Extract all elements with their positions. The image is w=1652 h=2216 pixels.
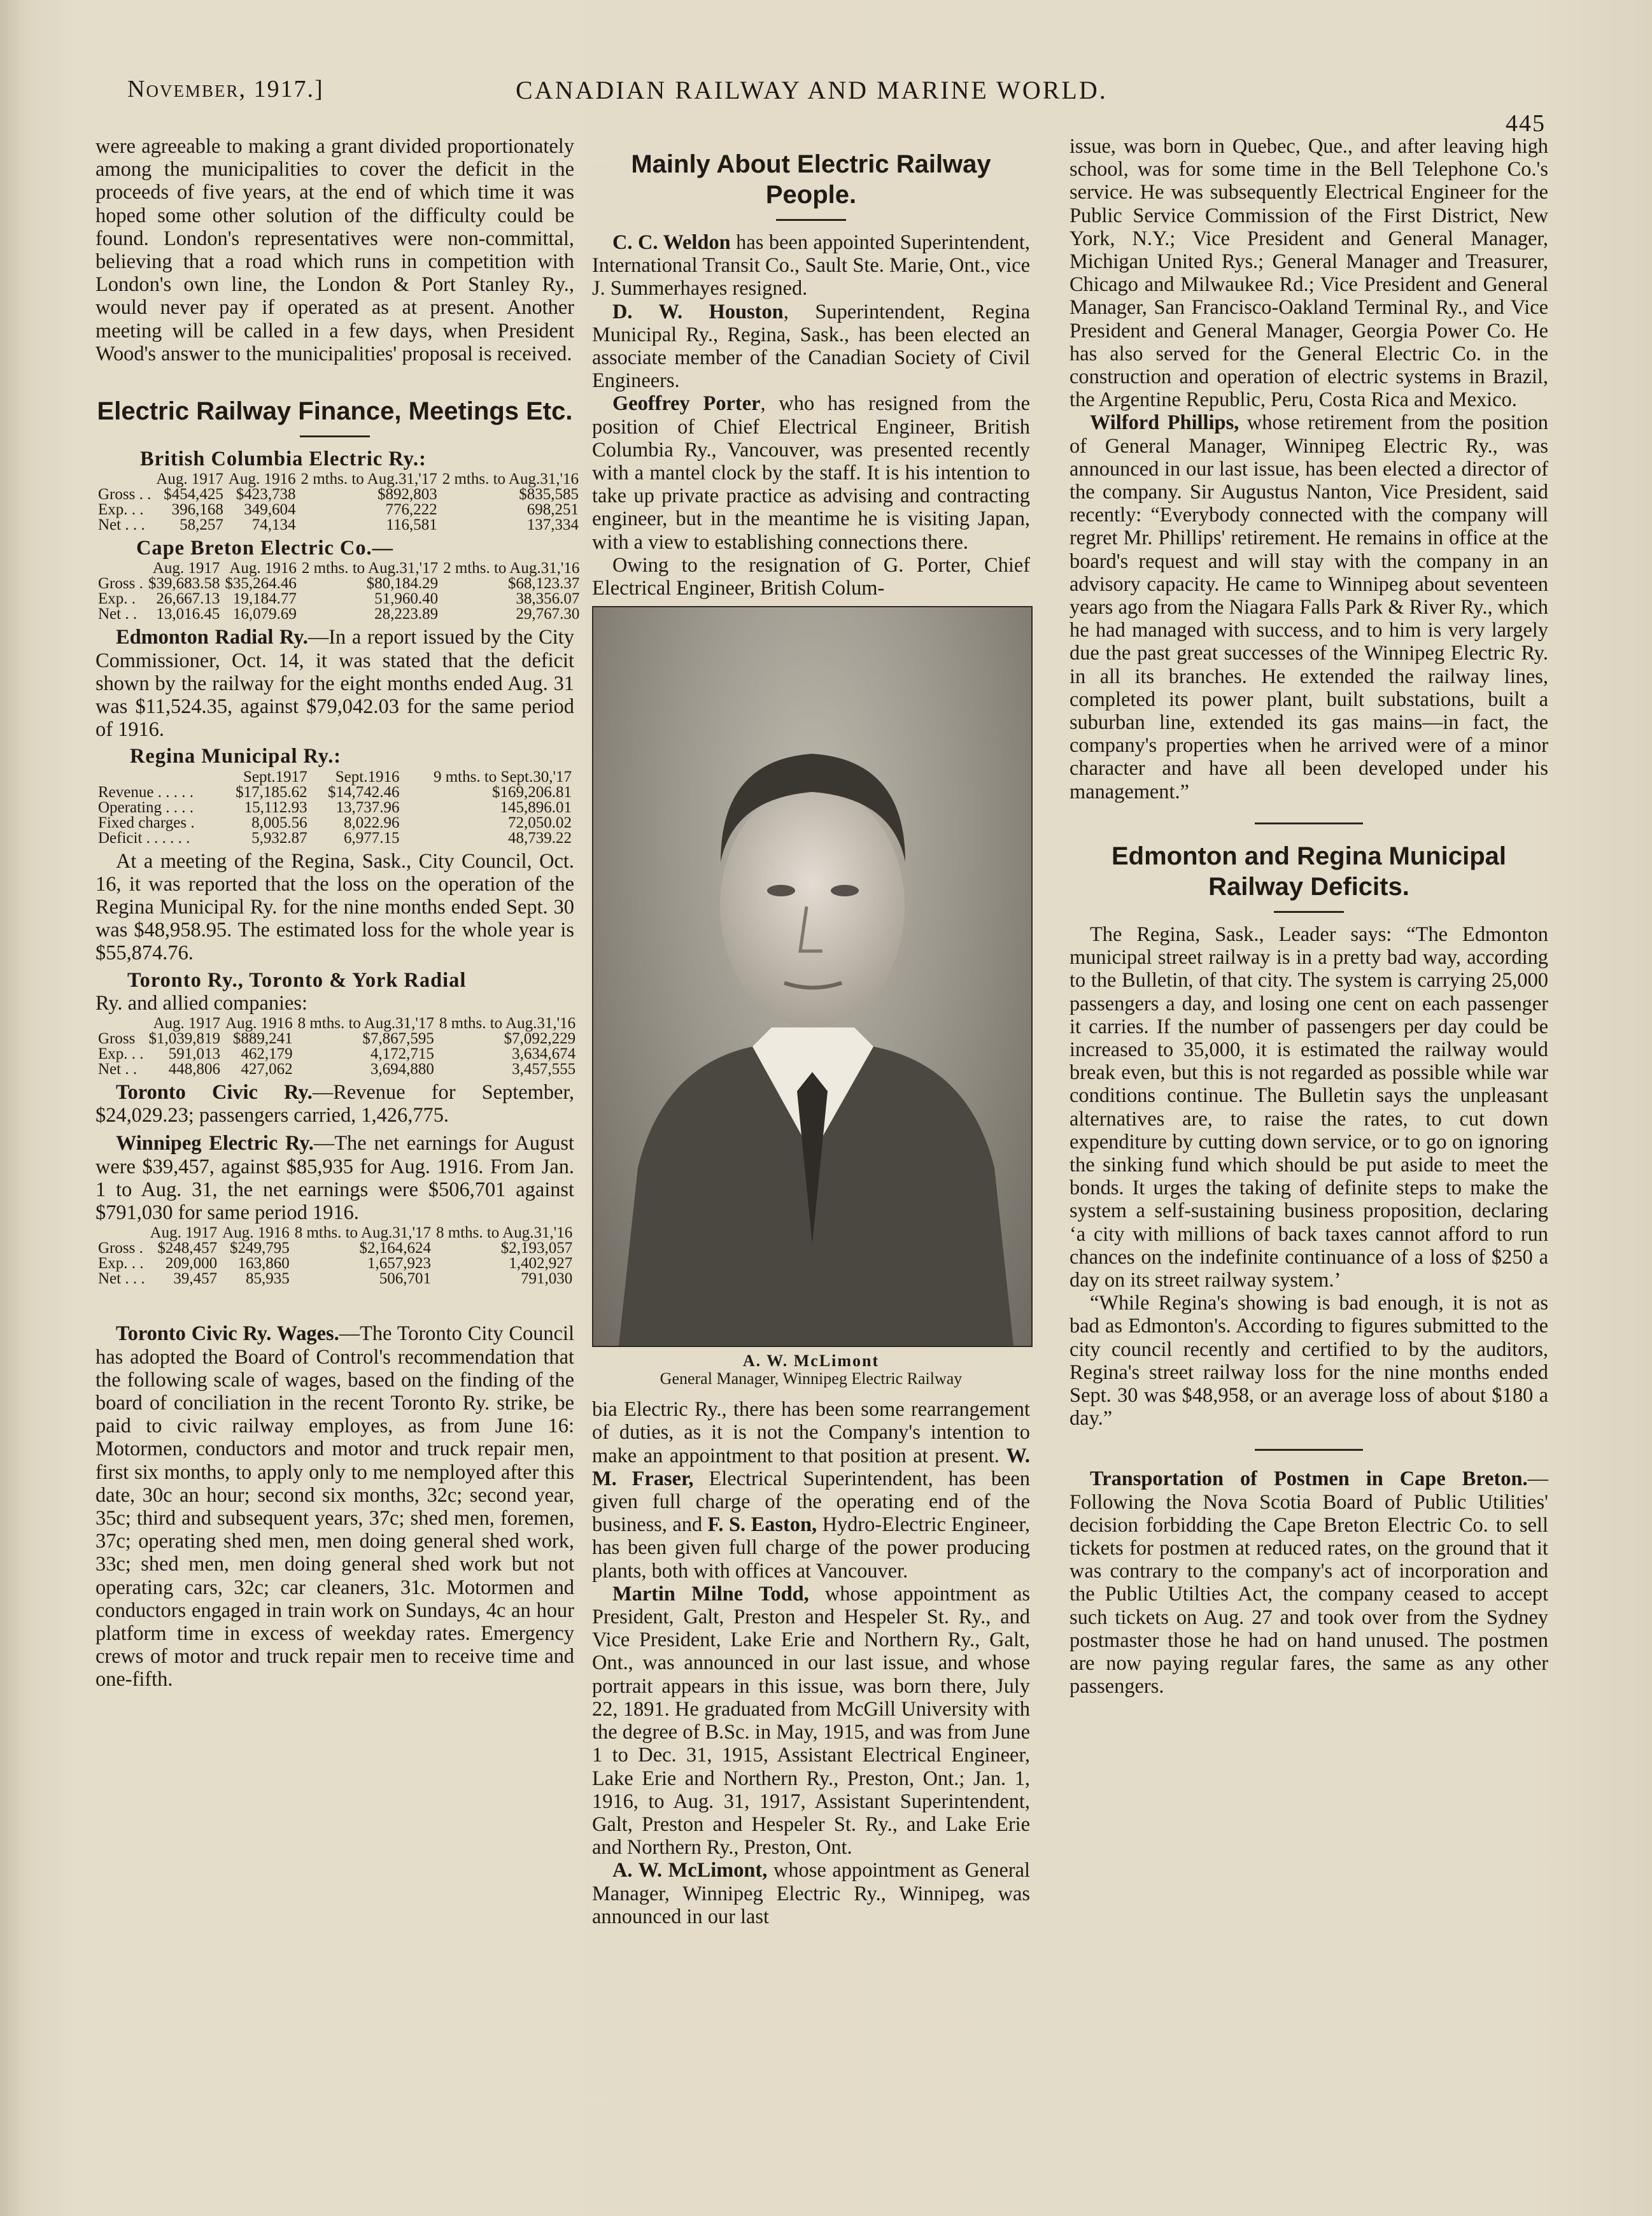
row-label: Gross . .: [98, 486, 152, 504]
leader-paragraph: The Regina, Sask., Leader says: “The Edmonton municipal street railway is in a pretty bad way, according to the Bulletin, of that city. The system is carrying 25,000 passengers a day, and losing one cent on each passenger it carries. If the number of passengers per day could be increased to 35,000, it is estimated the railway would break even, but this is not regarded as possible while war conditions continue. The Bulletin says the unpleasant alternatives are, to raise the rates, to cut down expenditure by cutting down service, or to go on ignoring the sinking fund which should be put aside to meet the bonds. It urges the taking of definite steps to make the system a self-sustaining business proposition, declaring ‘a city with millions of back taxes cannot afford to run chances on the indefinite continuance of a loss of $250 a day on its street railway system.’: [1070, 922, 1548, 1292]
table-row: [95, 815, 574, 831]
table-cell: $248,457: [157, 1239, 218, 1257]
table-header-cell: 8 mths. to Aug.31,'16: [435, 1224, 573, 1242]
wages-title: Toronto Civic Ry. Wages.: [116, 1322, 339, 1346]
table-cell: 3,694,880: [370, 1061, 434, 1078]
table-header-cell: Aug. 1917: [153, 1015, 221, 1033]
table-cell: 39,457: [173, 1270, 218, 1288]
table-header-cell: [95, 472, 153, 487]
table-cell: $2,193,057: [500, 1239, 573, 1257]
table-cell: 427,062: [241, 1061, 293, 1078]
table-cell: 28,223.89: [374, 605, 439, 623]
caption-name: A. W. McLimont: [742, 1351, 880, 1371]
table-row: [95, 1062, 578, 1077]
table-header-cell: 2 mths. to Aug.31,'17: [300, 470, 437, 488]
table-header-cell: Aug. 1916: [229, 560, 297, 577]
row-label: Exp. . .: [98, 1045, 144, 1063]
table-cell: 5,932.87: [251, 829, 307, 847]
table-header-row: [95, 1016, 578, 1031]
bc-title: British Columbia Electric Ry.:: [140, 448, 427, 471]
regina-showing-paragraph: “While Regina's showing is bad enough, it is not as bad as Edmonton's. According to figures submitted to the city council recently and certified to by the auditors, Regina's street railway loss for the nine months ended Sept. 30 was $48,958, or an average loss of about $180 a day.”: [1070, 1292, 1548, 1430]
caption-title: General Manager, Winnipeg Electric Railway: [660, 1369, 963, 1388]
duties-paragraph: bia Electric Ry., there has been some rearrangement of duties, as it is not the Company's intention to make an appointment to that position at present. W. M. Fraser, Electrical Superintendent, has been given full charge of the operating end of the business, and F. S. Easton, Hydro-Electric Engineer, has been given full charge of the power producing plants, both with offices at Vancouver.: [592, 1398, 1031, 1583]
table-cell: 8,005.56: [251, 814, 307, 831]
table-header-cell: Sept.1916: [335, 768, 400, 786]
table-cell: 19,184.77: [232, 590, 297, 608]
table-header-cell: Aug. 1917: [156, 470, 223, 488]
table-header-cell: Aug. 1917: [152, 560, 220, 577]
table-cell: 1,402,927: [509, 1255, 573, 1273]
table-cell: 13,016.45: [156, 605, 220, 623]
toronto-subtitle: Ry. and allied companies:: [95, 991, 308, 1015]
table-row: [95, 518, 581, 533]
table-row: [95, 487, 581, 502]
table-cell: 591,013: [168, 1045, 221, 1063]
table-header-cell: Aug. 1916: [228, 470, 296, 488]
row-label: Gross .: [98, 575, 143, 593]
table-header-cell: Aug. 1916: [222, 1224, 290, 1242]
table-cell: 349,604: [244, 501, 296, 519]
row-label: Net . . .: [98, 1270, 145, 1288]
row-label: Gross .: [98, 1239, 143, 1257]
porter-paragraph: Geoffrey Porter, who has resigned from the position of Chief Electrical Engineer, British Columbia Ry., Vancouver, was presented recently with a mantel clock by the staff. It is his intention to take up private practice as advising and contracting engineer, but in the meantime he is visiting Japan, with a view to establishing connections there.: [592, 392, 1030, 554]
table-row: [95, 800, 574, 815]
postmen-paragraph: Transportation of Postmen in Cape Breton.—Following the Nova Scotia Board of Public Utilities' decision forbidding the Cape Breton Electric Co. to sell tickets for postmen at reduced rates, on the ground that it was contrary to the company's act of incorporation and the Public Utilties Act, the company ceased to accept such tickets on Aug. 27 and took over from the Sydney postmaster those he had on hand unused. The postmen are now paying regular fares, the same as any other passengers.: [1070, 1467, 1548, 1698]
heading-rule: [1274, 911, 1344, 913]
table-row: [95, 1031, 578, 1047]
table-cell: $68,123.37: [507, 575, 580, 593]
intro-paragraph: were agreeable to making a grant divided proportionately among the municipalities to cover the deficit in the proceeds of five years, at the end of which time it was hoped some other solution of the difficulty could be found. London's representatives were non-committal, believing that a road which runs in competition with London's own line, the London & Port Stanley Ry., would never pay if operated as at present. Another meeting will be called in a few days, when President Wood's answer to the municipalities' proposal is received.: [95, 135, 574, 365]
table-cell: $889,241: [232, 1030, 293, 1048]
finance-heading: Electric Railway Finance, Meetings Etc.: [97, 397, 573, 426]
table-cell: $14,742.46: [327, 783, 400, 801]
table-cell: $423,738: [236, 486, 296, 504]
table-row: [95, 831, 574, 846]
edmonton-title: Edmonton Radial Ry.: [116, 626, 308, 649]
mclimont-paragraph: A. W. McLimont, whose appointment as General Manager, Winnipeg Electric Ry., Winnipeg, was announced in our last: [592, 1859, 1030, 1928]
row-label: Operating . . . .: [98, 798, 194, 816]
table-cell: 506,701: [379, 1270, 431, 1288]
deficits-heading: Edmonton and Regina Municipal Railway Deficits.: [1112, 842, 1506, 901]
table-cell: $892,803: [377, 486, 437, 504]
portrait-photo: [592, 606, 1033, 1347]
table-cell: $7,867,595: [362, 1030, 434, 1048]
table-header-row: [95, 1225, 575, 1241]
table-row: [95, 1047, 578, 1062]
cb-title: Cape Breton Electric Co.—: [136, 537, 394, 560]
weldon-paragraph: C. C. Weldon has been appointed Superintendent, International Transit Co., Sault Ste. Marie, Ont., vice J. Summerhayes resigned.: [592, 231, 1031, 300]
bc-table: [95, 472, 581, 533]
table-header-cell: 8 mths. to Aug.31,'17: [297, 1015, 434, 1033]
table-row: [95, 591, 582, 607]
table-cell: 698,251: [526, 501, 579, 519]
table-header-cell: 8 mths. to Aug.31,'17: [294, 1224, 431, 1242]
table-cell: 3,634,674: [512, 1045, 576, 1063]
table-row: [95, 607, 582, 622]
table-cell: 163,860: [237, 1255, 290, 1273]
toronto-civic-title: Toronto Civic Ry.: [116, 1081, 313, 1104]
column-middle: [592, 135, 1030, 1928]
heading-rule: [776, 219, 846, 221]
table-cell: 51,960.40: [374, 590, 439, 608]
issue-date: November, 1917.]: [127, 76, 324, 102]
table-cell: $835,585: [519, 486, 579, 504]
table-row: [95, 502, 581, 518]
table-header-row: [95, 472, 581, 487]
table-header-cell: Aug. 1917: [150, 1224, 218, 1242]
table-cell: $17,185.62: [236, 783, 307, 801]
magazine-title: CANADIAN RAILWAY AND MARINE WORLD.: [516, 76, 1108, 104]
photo-caption: [592, 1352, 1030, 1388]
table-header-cell: [95, 770, 218, 785]
regina-table: [95, 770, 574, 846]
table-cell: 72,050.02: [508, 814, 572, 831]
row-label: Fixed charges .: [98, 814, 195, 831]
table-cell: 85,935: [245, 1270, 290, 1288]
section-rule: [1255, 822, 1363, 824]
table-cell: $80,184.29: [366, 575, 439, 593]
table-cell: $35,264.46: [225, 575, 297, 593]
table-cell: $39,683.58: [148, 575, 220, 593]
heading-rule: [300, 435, 370, 437]
table-cell: 448,806: [168, 1061, 221, 1078]
column-right: [1070, 135, 1548, 1698]
mclimont-continued: issue, was born in Quebec, Que., and after leaving high school, was for some time in the Bell Telephone Co.'s service. He was subsequently Electrical Engineer for the Public Service Commission of the First District, New York, N.Y.; Vice President and General Manager, Michigan United Rys.; General Manager and Treasurer, Chicago and Milwaukee Rd.; Vice President and General Manager, San Francisco-Oakland Terminal Ry., and Vice President and General Manager, Georgia Power Co. He has also served for the General Electric Co. in the construction and operation of electric systems in Brazil, the Argentine Republic, Peru, Costa Rica and Mexico.: [1070, 135, 1548, 412]
table-cell: $454,425: [164, 486, 223, 504]
table-header-cell: [95, 1016, 146, 1031]
edmonton-paragraph: Edmonton Radial Ry.—In a report issued by the City Commissioner, Oct. 14, it was stated that the deficit shown by the railway for the eight months ended Aug. 31 was $11,524.35, against $79,042.03 for the same period of 1916.: [95, 626, 574, 742]
winnipeg-paragraph: Winnipeg Electric Ry.—The net earnings for August were $39,457, against $85,935 for Aug. 1916. From Jan. 1 to Aug. 31, the net earnings were $506,701 against $791,030 for same period 1916.: [95, 1132, 574, 1225]
row-label: Exp. . .: [98, 501, 144, 519]
table-cell: 13,737.96: [335, 798, 400, 816]
table-cell: $169,206.81: [492, 783, 572, 801]
table-cell: 396,168: [171, 501, 223, 519]
page-number: 445: [1506, 110, 1546, 137]
row-label: Exp. . .: [98, 1255, 144, 1273]
table-cell: 1,657,923: [367, 1255, 431, 1273]
winnipeg-table: [95, 1225, 575, 1287]
table-cell: 74,134: [251, 516, 296, 534]
table-cell: 3,457,555: [512, 1061, 576, 1078]
table-cell: 462,179: [241, 1045, 293, 1063]
table-row: [95, 1271, 575, 1287]
table-cell: 29,767.30: [516, 605, 580, 623]
row-label: Net . .: [98, 605, 138, 623]
resignation-paragraph: Owing to the resignation of G. Porter, Chief Electrical Engineer, British Colum-: [592, 553, 1030, 600]
table-cell: 791,030: [520, 1270, 573, 1288]
table-cell: 145,896.01: [500, 798, 572, 816]
table-cell: $1,039,819: [148, 1030, 221, 1048]
row-label: Exp. .: [98, 590, 136, 608]
table-cell: 16,079.69: [232, 605, 297, 623]
row-label: Revenue . . . . .: [98, 783, 194, 801]
todd-paragraph: Martin Milne Todd, whose appointment as President, Galt, Preston and Hespeler St. Ry., and Vice President, Lake Erie and Northern Ry., Galt, Ont., was announced in our last issue, and whose portrait appears in this issue, was born there, July 22, 1891. He graduated from McGill University with the degree of B.Sc. in May, 1915, and was from June 1 to Dec. 31, 1915, Assistant Electrical Engineer, Lake Erie and Northern Ry., Preston, Ont.; Jan. 1, 1916, to Aug. 31, 1917, Assistant Superintendent, Galt, Preston and Hespeler St. Ry., and Lake Erie and Northern Ry., Preston, Ont.: [592, 1582, 1031, 1860]
table-header-row: [95, 561, 582, 576]
table-cell: 4,172,715: [370, 1045, 434, 1063]
toronto-civic-paragraph: Toronto Civic Ry.—Revenue for September, $24,029.23; passengers carried, 1,426,775.: [95, 1081, 574, 1127]
table-row: [95, 785, 574, 800]
table-cell: 116,581: [386, 516, 437, 534]
table-header-cell: 2 mths. to Aug.31,'17: [301, 560, 439, 577]
table-cell: 48,739.22: [508, 829, 572, 847]
table-header-cell: [95, 1225, 148, 1241]
table-cell: 15,112.93: [244, 798, 307, 816]
section-rule: [1255, 1449, 1363, 1451]
regina-title: Regina Municipal Ry.:: [130, 745, 342, 768]
toronto-title: Toronto Ry., Toronto & York Radial: [127, 968, 467, 992]
houston-paragraph: D. W. Houston, Superintendent, Regina Municipal Ry., Regina, Sask., has been elected an associate member of the Canadian Society of Civil Engineers.: [592, 300, 1030, 393]
row-label: Net . .: [98, 1061, 138, 1078]
toronto-table: [95, 1016, 578, 1077]
table-cell: 8,022.96: [343, 814, 400, 831]
table-cell: 6,977.15: [343, 829, 400, 847]
cb-table: [95, 561, 582, 622]
table-cell: $7,092,229: [504, 1030, 576, 1048]
table-header-cell: Aug. 1916: [225, 1015, 293, 1033]
row-label: Gross: [98, 1030, 136, 1048]
table-cell: 209,000: [165, 1255, 218, 1273]
table-cell: $2,164,624: [359, 1239, 431, 1257]
table-cell: 38,356.07: [516, 590, 580, 608]
regina-paragraph: At a meeting of the Regina, Sask., City Council, Oct. 16, it was reported that the loss on the operation of the Regina Municipal Ry. for the nine months ended Sept. 30 was $48,958.95. The estimated loss for the whole year is $55,874.76.: [95, 849, 574, 965]
table-header-cell: [95, 561, 146, 576]
people-heading: Mainly About Electric Railway People.: [631, 150, 991, 209]
table-row: [95, 1241, 575, 1256]
table-cell: $249,795: [229, 1239, 290, 1257]
table-header-cell: 8 mths. to Aug.31,'16: [439, 1015, 576, 1033]
table-cell: 26,667.13: [156, 590, 220, 608]
table-row: [95, 1256, 575, 1271]
table-row: [95, 576, 582, 591]
column-left: [95, 135, 580, 1691]
row-label: Deficit . . . . . .: [98, 829, 190, 847]
table-header-cell: Sept.1917: [243, 768, 307, 786]
portrait-illustration: [593, 607, 1031, 1346]
table-header-cell: 2 mths. to Aug.31,'16: [442, 470, 579, 488]
phillips-paragraph: Wilford Phillips, whose retirement from the position of General Manager, Winnipeg Electric Ry., was announced in our last issue, has been elected a director of the company. Sir Augustus Nanton, Vice President, said recently: “Everybody connected with the company will regret Mr. Phillips' retirement. He remains in office at the board's request and will stay with the company in an advisory capacity. He came to Winnipeg about seventeen years ago from the Niagara Falls Park & River Ry., which he had managed with success, and to him is very largely due the past great successes of the Winnipeg Electric Ry. in all its branches. He extended the railway lines, completed its power plant, built substations, built a suburban line, extended its gas mains—in fact, the company's properties when he arrived were of a minor character and have all been developed under his management.”: [1070, 411, 1548, 803]
row-label: Net . . .: [98, 516, 145, 534]
winnipeg-title: Winnipeg Electric Ry.: [116, 1132, 314, 1155]
table-cell: 58,257: [180, 516, 223, 534]
table-header-cell: 2 mths. to Aug.31,'16: [443, 560, 580, 577]
table-header-cell: 9 mths. to Sept.30,'17: [433, 768, 572, 786]
table-cell: 137,334: [526, 516, 579, 534]
table-cell: 776,222: [385, 501, 437, 519]
table-header-row: [95, 770, 574, 785]
wages-paragraph: Toronto Civic Ry. Wages.—The Toronto City Council has adopted the Board of Control's recommendation that the following scale of wages, based on the finding of the board of conciliation in the recent Toronto Ry. strike, be paid to civic railway employes, as from June 16: Motormen, conductors and motor and truck repair men, first six months, to apply only to me nemployed after this date, 30c an hour; second six months, 32c; second year, 35c; third and subsequent years, 37c; shed men, foremen, 37c; operating shed men, men doing general shed work, 33c; shed men, men doing general shed work but not operating cars, 32c; car cleaners, 31c. Motormen and conductors engaged in train work on Sundays, 4c an hour platform time in excess of weekday rates. Emergency crews of motor and truck repair men to receive time and one-fifth.: [95, 1322, 574, 1691]
